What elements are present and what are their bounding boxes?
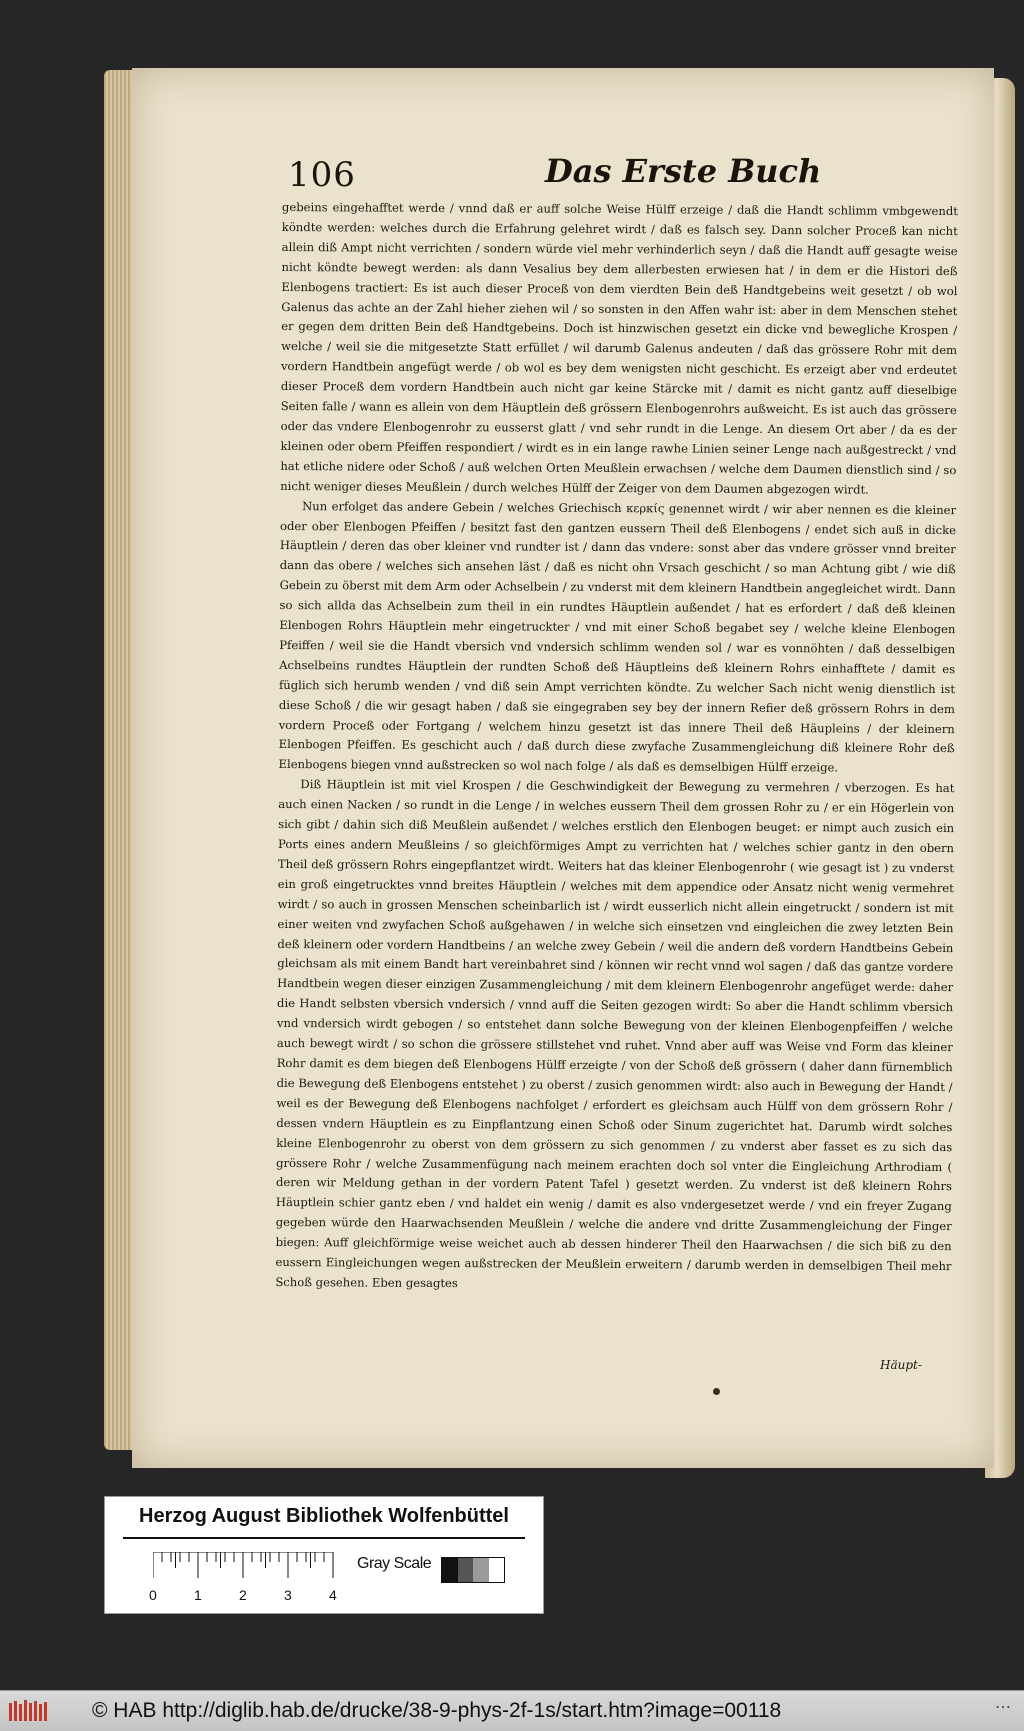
library-name: Herzog August Bibliothek Wolfenbüttel bbox=[139, 1505, 509, 1527]
swatch bbox=[442, 1558, 458, 1582]
copyright-url[interactable]: © HAB http://diglib.hab.de/drucke/38-9-phys-2f-1s/start.htm?image=00118 bbox=[92, 1699, 782, 1722]
paragraph: Diß Häuptlein ist mit viel Krospen / die Geschwindigkeit der Bewegung zu vermehren / vberzogen. Es hat auch einen Nacken / so rundt in die Lenge / in welches eussern Theil dem grossen Rohr zu / er ein Högerlein von sich gibt / dahin sich diß Meußlein außendet / welches erstlich den Elenbogen beuget: er nimpt auch zusich ein Ports eines andern Meußleins / so gleichförmiges Ampt zu verrichten hat / welches schier gantz in den obern Theil deß grössern Rohrs eingepflantzet wirdt. Weiters hat das kleiner Elenbogenrohr ( wie gesagt ist ) zu vnderst ein groß eingetrucktes vnnd breites Häuptlein / welches mit dem appendice oder Ansatz nicht wenig vermehret wirdt / so auch in grossen Menschen scheinbarlich ist / wirdt eusserlich nicht allein eingetruckt / sondern ist mit einer weiten vnd zwyfachen Schoß außgehawen / in welche sich einsetzen vnd eingleichen die zwey letzten Bein deß kleinern oder vordern Handtbeins / an welche zwey Gebein / weil die andern deß vordern Handtbeins Gebein gleichsam als mit einem Bandt hart vereinbahret sind / können wir recht vnnd wol sagen / daß das gantze vordere Handtbein wegen dieser einzigen Zusammengleichung / mit dem kleinern Elenbogenrohr angefüget werde: daher die Handt selbsten vbersich vndersich / vnnd auff die Seiten gezogen wirdt: So aber die Handt schlimm vbersich vnd vndersich wirdt gebogen / so entstehet dann solche Bewegung von der kleinen Elenbogenpfeiffen / welche auch bewegt wirdt / so schon die grössere stillstehet vnd ruhet. Vnnd aber auff was Weise vnd Form das kleiner Rohr damit es dem biegen deß Elenbogens Hülff erzeigte / von der Schoß deß grössern ( daher dann fürnemblich die Bewegung deß Elenbogens entstehet ) zu oberst / zusich genommen wirdt: also auch in Bewegung der Handt / weil es der Bewegung deß Elenbogens nachfolget / erfordert es gleichsam auch Hülff von dem grössern Rohr / dessen vndern Häuptlein es zu Einpflantzung einen Schoß oder Sinum zugerichtet hat. Darumb wirdt solches kleine Elenbogenrohr zu oberst von dem grössern zu sich genommen / zu vnderst aber fasset es zu sich das grössere Rohr / welche Zusammenfügung nach meinem erachten doch sol vnter die Eingleichung Arthrodiam ( deren wir Meldung gethan in der vordern Patent Tafel ) gesetzt werden. Zu vnderst ist deß kleinern Rohrs Häuptlein schier gantz eben / vnd haldet ein wenig / damit es also vndergesetzet werde / vnd ein freyer Zugang gegeben würde den Haarwachsenden Meußlein / welche die andere vnd dritte Zusammengleichung der Finger biegen: Auff gleichförmige weise weichet auch ab dessen hinderer Theil den Haarwachsen / die sich biß zu den eussern Eingleichungen wegen außstrecken der Meußlein erweitern / darumb werden in demselbigen Theil mehr Schoß gesehen. Eben gesagtes bbox=[275, 777, 955, 1291]
ruler-label: 0 bbox=[149, 1587, 157, 1603]
swatch bbox=[458, 1558, 474, 1582]
ruler-label: 1 bbox=[194, 1587, 202, 1603]
ink-dot bbox=[713, 1388, 720, 1395]
running-head: Das Erste Buch bbox=[545, 152, 822, 190]
book-page-edges bbox=[104, 70, 134, 1450]
grayscale-label: Gray Scale bbox=[357, 1555, 432, 1572]
catchword: Häupt- bbox=[880, 1358, 922, 1372]
card-divider bbox=[123, 1537, 525, 1539]
paragraph: Nun erfolget das andere Gebein / welches Griechisch κερκίς genennet wirdt / wir aber nennen es die kleiner oder ober Elenbogen Pfeiffen / besitzt fast den gantzen eussern Theil deß Elenbogens / endet sich auß in dicke Häuptlein / deren das ober kleiner vnd rundter ist / dann das vndere: sonst aber das vndere grösser vnnd breiter dann das obere / welches sich ansehen läst / daß es nicht ohn Vrsach geschicht / so man Achtung gibt / wie diß Gebein zu öberst mit dem Arm oder Achselbein / zu vnderst mit dem kleinern Handtbein angegleichet wirdt. Dann so sich allda das Achselbein zum theil in ein rundtes Häuptlein außendet / hat es erfordert / daß deß kleinen Elenbogen Rohrs Häuptlein mehr eingetruckter / vnd mit einer Schoß begabet sey / welche kleine Elenbogen Pfeiffen / weil sie die Handt vbersich vnd vndersich schlimm wenden sol / war es vonnöhten / daß desselbigen Achselbeins rundtes Häuptlein der rundten Schoß deß Häuptleins deß kleinern Rohrs einhafftete / damit es füglich sich herumb wenden / vnd diß sein Ampt verrichten köndte. Zu welcher Sach nicht wenig dienstlich ist diese Schoß / die wir gesagt haben / daß sie eingegraben sey bey der innern Refier deß grössern Rohrs in dem vordern Proceß oder Fortgang / welchem hinzu gesetzt ist das innere Theil deß Häupleins / der kleinern Elenbogen Pfeiffen. Es geschicht auch / daß durch diese zwyfache Zusammengleichung diß kleinere Rohr deß Elenbogens biegen vnnd außstrecken so wol nach folge / als daß es demselbigen Hülff erzeige. bbox=[278, 498, 957, 775]
status-bar bbox=[0, 1690, 1024, 1731]
body-text bbox=[275, 198, 958, 1297]
paragraph: gebeins eingehafftet werde / vnnd daß er auff solche Weise Hülff erzeige / daß die Handt schlimm vmbgewendt köndte werden: welches durch die Erfahrung gelehret wirdt / daß es falsch sey. Dann solcher Proceß kan nicht allein diß Ampt nicht verrichten / sondern würde viel mehr verhinderlich seyn / daß die Handt auff gesagte weise nicht köndte bewegt werden: als dann Vesalius bey dem allerbesten erwiesen hat / in dem er die Histori deß Elenbogens tractiert: Es ist auch dieser Proceß von dem vierdten Bein deß Handtgebeins weit gesetzt / ob wol Galenus das achte an der Zahl hieher ziehen wil / so sonsten in den Affen wahr ist: aber in dem Menschen stehet er gegen dem dritten Bein deß Handtgebeins. Doch ist hinzwischen gesetzt ein dicke vnd bewegliche Krospen / welche / weil sie die mitgesetzte Statt erfüllet / wil darumb Galenus andeuten / daß das grössere Rohr mit dem vordern Handtbein angefügt werde / ob wol es bey dem wenigsten nicht geschicht. Es erzeigt aber vnd erdeutet dieser Proceß dem vordern Handtbein auch nicht gar keine Stärcke mit / damit es nicht gantz auff dieselbige Seiten falle / wann es allein von dem Häuptlein deß grössern Elenbogenrohrs außweicht. Es ist auch das grössere oder das vndere Elenbogenrohr zu eusserst glatt / vnd sehr rundt in die Lenge. An diesem Ort aber / da es der kleinen oder obern Pfeiffen respondiert / wirdt es in ein lange rawhe Linien seiner Lenge nach außgestreckt / vnd hat etliche nidere oder Schoß / auß welchen Orten Meußlein erwachsen / welche dem Daumen dienstlich sind / so nicht weniger dieses Meußlein / durch welches Hülff der Zeiger von dem Daumen abgezogen wirdt. bbox=[280, 199, 958, 497]
hab-logo-icon bbox=[8, 1699, 48, 1723]
ruler-label: 2 bbox=[239, 1587, 247, 1603]
grayscale-swatches bbox=[441, 1557, 505, 1583]
color-scale-card bbox=[104, 1496, 544, 1614]
swatch bbox=[473, 1558, 489, 1582]
ruler-label: 4 bbox=[329, 1587, 337, 1603]
ruler-label: 3 bbox=[284, 1587, 292, 1603]
more-icon[interactable]: ⋯ bbox=[995, 1699, 1011, 1716]
page-number: 106 bbox=[288, 155, 356, 195]
swatch bbox=[489, 1558, 505, 1582]
